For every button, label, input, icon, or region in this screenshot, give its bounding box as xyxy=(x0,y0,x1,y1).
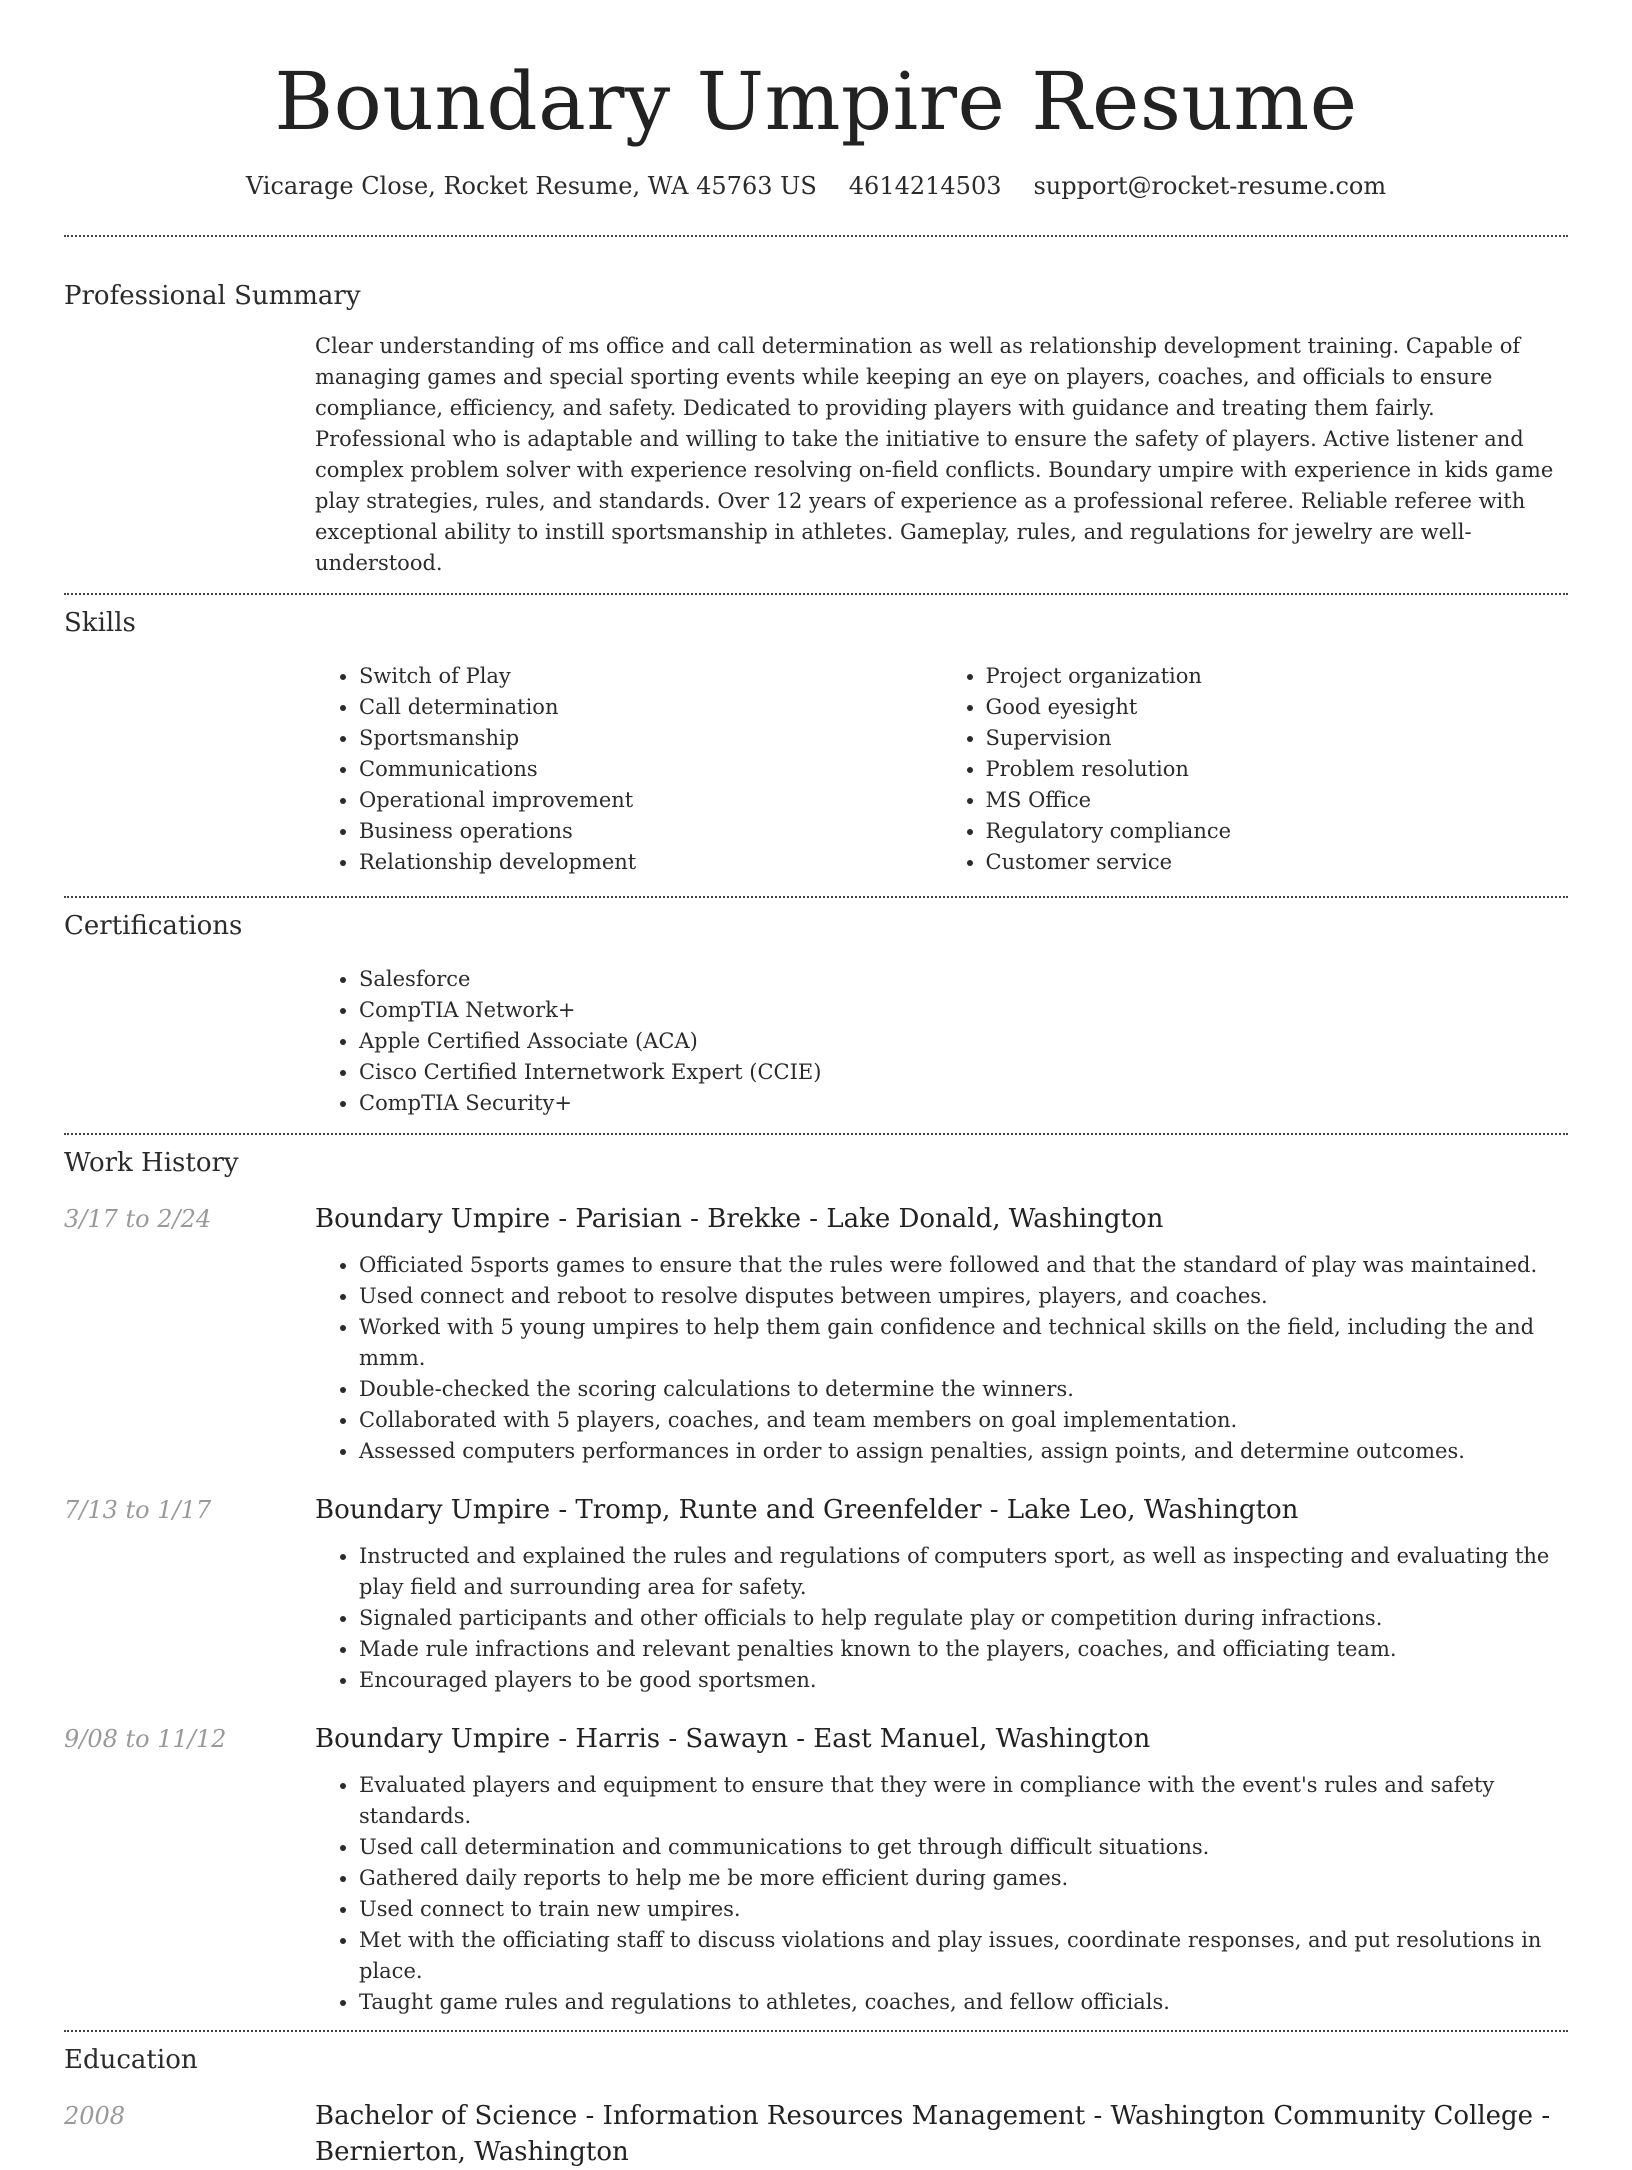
education-date: 2008 xyxy=(64,2102,126,2130)
education-heading: Education xyxy=(64,2045,198,2075)
job-dates: 3/17 to 2/24 xyxy=(64,1205,212,1233)
job-bullet: • Taught game rules and regulations to athletes, coaches, and fellow officials. xyxy=(359,1987,1568,2018)
job-bullet: • Signaled participants and other officials to help regulate play or competition during infractions. xyxy=(359,1603,1568,1634)
resume-title: Boundary Umpire Resume xyxy=(274,55,1358,148)
job-bullet: • Used connect and reboot to resolve disputes between umpires, players, and coaches. xyxy=(359,1281,1568,1312)
certification-item: • CompTIA Security+ xyxy=(359,1088,1568,1119)
job-main xyxy=(315,1721,1568,2018)
job-main xyxy=(315,1492,1568,1696)
certifications-section xyxy=(64,898,1568,1133)
skill-item: • Regulatory compliance xyxy=(986,816,1569,847)
skill-item: • Switch of Play xyxy=(359,661,942,692)
job-entry xyxy=(64,1201,1568,1467)
work-history-heading: Work History xyxy=(64,1148,239,1178)
certification-item: • Apple Certified Associate (ACA) xyxy=(359,1026,1568,1057)
skill-item: • Supervision xyxy=(986,723,1569,754)
job-title: Boundary Umpire - Harris - Sawayn - East Manuel, Washington xyxy=(315,1724,1151,1754)
skill-item: • Business operations xyxy=(359,816,942,847)
contact-line xyxy=(64,170,1568,202)
contact-email: support@rocket-resume.com xyxy=(1033,172,1387,200)
certification-item: • CompTIA Network+ xyxy=(359,995,1568,1026)
job-entry xyxy=(64,1492,1568,1696)
job-bullet: • Made rule infractions and relevant penalties known to the players, coaches, and officiating team. xyxy=(359,1634,1568,1665)
work-history-entries xyxy=(64,1201,1568,2018)
certification-item: • Salesforce xyxy=(359,964,1568,995)
skill-item: • Communications xyxy=(359,754,942,785)
skill-item: • Call determination xyxy=(359,692,942,723)
certifications-body xyxy=(315,964,1568,1119)
job-bullet: • Evaluated players and equipment to ensure that they were in compliance with the event's rules and safety standards. xyxy=(359,1770,1568,1832)
job-title: Boundary Umpire - Parisian - Brekke - Lake Donald, Washington xyxy=(315,1204,1164,1234)
job-title: Boundary Umpire - Tromp, Runte and Greenfelder - Lake Leo, Washington xyxy=(315,1495,1299,1525)
education-section xyxy=(64,2032,1568,2170)
skills-list-right xyxy=(942,661,1569,878)
summary-heading: Professional Summary xyxy=(64,281,361,311)
job-bullet: • Gathered daily reports to help me be more efficient during games. xyxy=(359,1863,1568,1894)
education-main xyxy=(315,2098,1568,2170)
skills-list-left xyxy=(315,661,942,878)
job-bullet: • Assessed computers performances in order to assign penalties, assign points, and determine outcomes. xyxy=(359,1436,1568,1467)
job-bullet: • Officiated 5sports games to ensure that the rules were followed and that the standard of play was maintained. xyxy=(359,1250,1568,1281)
skill-item: • Project organization xyxy=(986,661,1569,692)
skill-item: • Relationship development xyxy=(359,847,942,878)
job-entry xyxy=(64,1721,1568,2018)
job-dates: 7/13 to 1/17 xyxy=(64,1496,212,1524)
job-bullet: • Used call determination and communications to get through difficult situations. xyxy=(359,1832,1568,1863)
job-bullet: • Used connect to train new umpires. xyxy=(359,1894,1568,1925)
job-bullets xyxy=(315,1250,1568,1467)
education-degree: Bachelor of Science - Information Resources Management - Washington Community College - Bernierton, Washington xyxy=(315,2101,1551,2167)
skill-item: • Sportsmanship xyxy=(359,723,942,754)
job-dates: 9/08 to 11/12 xyxy=(64,1725,227,1753)
work-history-section xyxy=(64,1135,1568,2030)
education-entry xyxy=(64,2098,1568,2170)
skill-item: • MS Office xyxy=(986,785,1569,816)
job-bullet: • Encouraged players to be good sportsmen. xyxy=(359,1665,1568,1696)
contact-address: Vicarage Close, Rocket Resume, WA 45763 US xyxy=(245,172,817,200)
job-bullet: • Worked with 5 young umpires to help them gain confidence and technical skills on the field, including the and mmm. xyxy=(359,1312,1568,1374)
summary-text: Clear understanding of ms office and call determination as well as relationship development training. Capable of managing games and special sporting events while keeping an eye on players, coaches, and officials to ensure compliance, efficiency, and safety. Dedicated to providing players with guidance and treating them fairly. Professional who is adaptable and willing to take the initiative to ensure the safety of players. Active listener and complex problem solver with experience resolving on-field conflicts. Boundary umpire with experience in kids game play strategies, rules, and standards. Over 12 years of experience as a professional referee. Reliable referee with exceptional ability to instill sportsmanship in athletes. Gameplay, rules, and regulations for jewelry are well-understood. xyxy=(315,334,1554,575)
certifications-list xyxy=(315,964,1568,1119)
job-bullets xyxy=(315,1541,1568,1696)
certifications-heading: Certifications xyxy=(64,911,243,941)
certification-item: • Cisco Certified Internetwork Expert (CCIE) xyxy=(359,1057,1568,1088)
job-bullets xyxy=(315,1770,1568,2018)
skill-item: • Operational improvement xyxy=(359,785,942,816)
job-bullet: • Collaborated with 5 players, coaches, and team members on goal implementation. xyxy=(359,1405,1568,1436)
skills-grid xyxy=(315,661,1568,878)
contact-phone: 4614214503 xyxy=(848,172,1002,200)
skills-heading: Skills xyxy=(64,608,136,638)
skill-item: • Customer service xyxy=(986,847,1569,878)
job-main xyxy=(315,1201,1568,1467)
job-bullet: • Instructed and explained the rules and regulations of computers sport, as well as inspecting and evaluating the play field and surrounding area for safety. xyxy=(359,1541,1568,1603)
skill-item: • Good eyesight xyxy=(986,692,1569,723)
summary-body xyxy=(315,331,1568,579)
skills-section xyxy=(64,595,1568,896)
skill-item: • Problem resolution xyxy=(986,754,1569,785)
job-bullet: • Met with the officiating staff to discuss violations and play issues, coordinate responses, and put resolutions in place. xyxy=(359,1925,1568,1987)
job-bullet: • Double-checked the scoring calculations to determine the winners. xyxy=(359,1374,1568,1405)
summary-section xyxy=(64,237,1568,593)
